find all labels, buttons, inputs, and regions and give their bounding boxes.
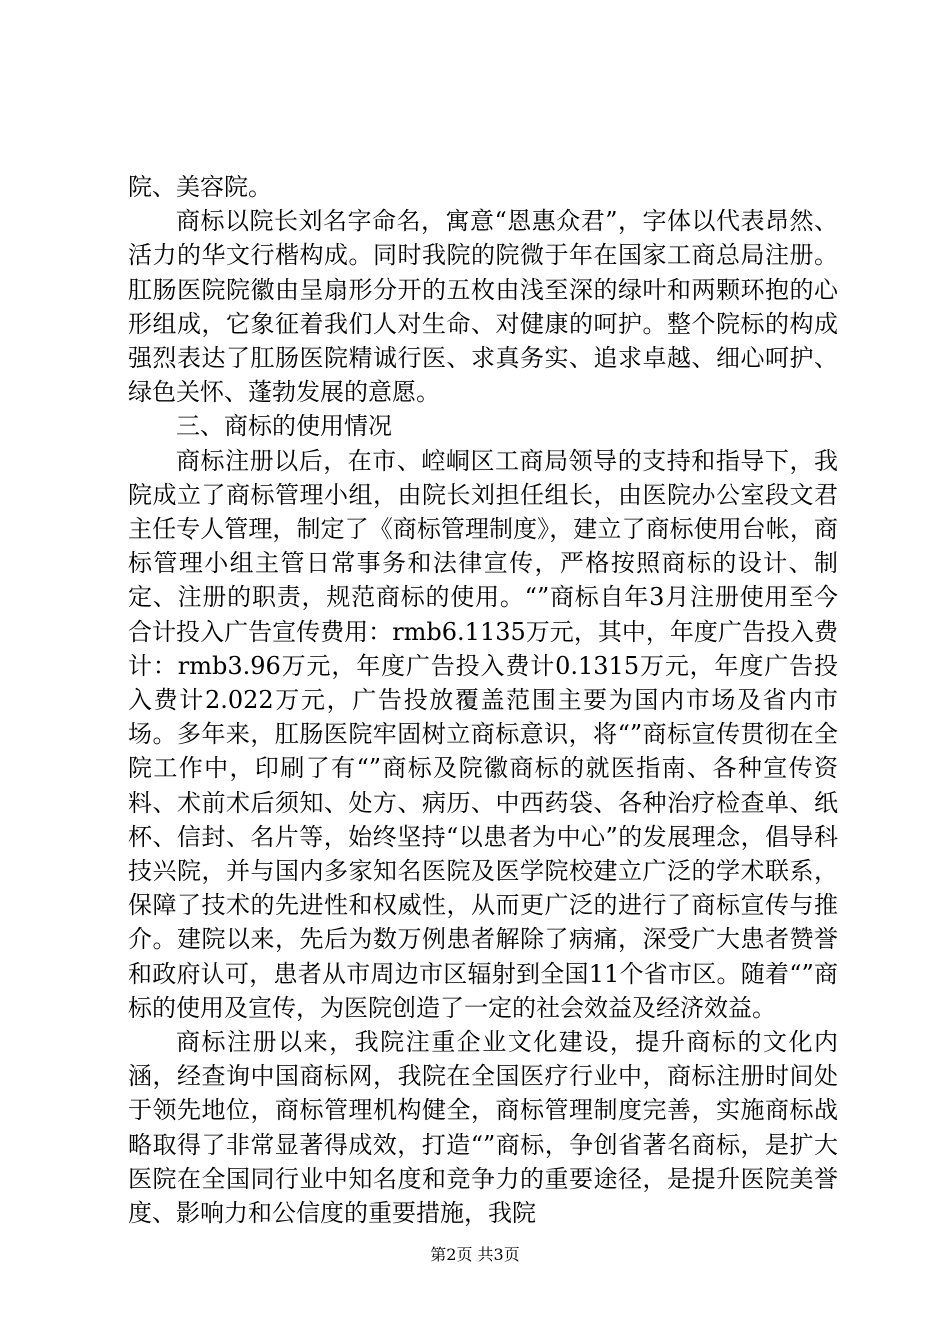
paragraph-brand-culture: 商标注册以来，我院注重企业文化建设，提升商标的文化内涵，经查询中国商标网，我院在全国医疗行业中，商标注册时间处于领先地位，商标管理机构健全，商标管理制度完善，实施商标战略取得了非常显著得成效，打造“”商标，争创省著名商标，是扩大医院在全国同行业中知名度和竞争力的重要途径，是提升医院美誉度、影响力和公信度的重要措施，我院 — [128, 1028, 838, 1228]
document-body — [128, 170, 838, 1230]
page-number-label: 第2页 共3页 — [430, 1245, 520, 1264]
page-footer — [0, 1244, 950, 1266]
paragraph-trademark-management: 商标注册以后，在市、崆峒区工商局领导的支持和指导下，我院成立了商标管理小组，由院长刘担任组长，由医院办公室段文君主任专人管理，制定了《商标管理制度》，建立了商标使用台帐，商标管理小组主管日常事务和法律宣传，严格按照商标的设计、制定、注册的职责，规范商标的使用。“”商标自年3月注册使用至今合计投入广告宣传费用：rmb6.1135万元，其中，年度广告投入费计：rmb3.96万元，年度广告投入费计0.1315万元，年度广告投入费计2.022万元，广告投放覆盖范围主要为国内市场及省内市场。多年来，肛肠医院牢固树立商标意识，将“”商标宣传贯彻在全院工作中，印刷了有“”商标及院徽商标的就医指南、各种宣传资料、术前术后须知、处方、病历、中西药袋、各种治疗检查单、纸杯、信封、名片等，始终坚持“以患者为中心”的发展理念，倡导科技兴院，并与国内多家知名医院及医学院校建立广泛的学术联系，保障了技术的先进性和权威性，从而更广泛的进行了商标宣传与推介。建院以来，先后为数万例患者解除了病痛，深受广大患者赞誉和政府认可，患者从市周边市区辐射到全国11个省市区。随着“”商标的使用及宣传，为医院创造了一定的社会效益及经济效益。 — [128, 446, 838, 1022]
paragraph-trademark-meaning: 商标以院长刘名字命名，寓意“恩惠众君”，字体以代表昂然、活力的华文行楷构成。同时我院的院微于年在国家工商总局注册。肛肠医院院徽由呈扇形分开的五枚由浅至深的绿叶和两颗环抱的心形组成，它象征着我们人对生命、对健康的呵护。整个院标的构成强烈表达了肛肠医院精诚行医、求真务实、追求卓越、细心呵护、绿色关怀、蓬勃发展的意愿。 — [128, 207, 838, 407]
paragraph-continuation: 院、美容院。 — [128, 173, 272, 201]
section-heading-trademark-usage: 三、商标的使用情况 — [176, 412, 392, 441]
